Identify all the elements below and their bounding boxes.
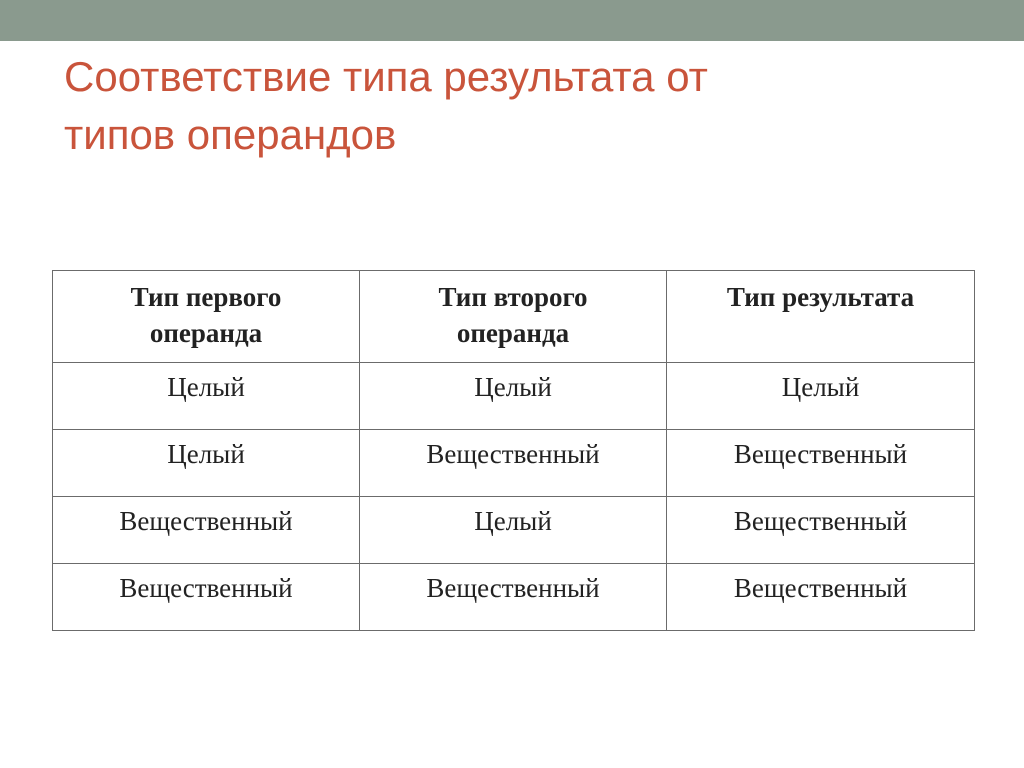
operand-types-table — [52, 270, 975, 631]
table-cell: Вещественный — [53, 564, 360, 631]
table-cell: Целый — [667, 363, 975, 430]
header-second-operand-line-1: Тип второго — [438, 282, 588, 312]
header-second-operand — [360, 271, 667, 363]
table-cell: Целый — [360, 497, 667, 564]
table-cell: Целый — [53, 363, 360, 430]
top-accent-bar — [0, 0, 1024, 41]
header-second-operand-line-2: операнда — [456, 318, 570, 348]
table-cell: Вещественный — [53, 497, 360, 564]
table-cell: Вещественный — [667, 564, 975, 631]
header-first-operand — [53, 271, 360, 363]
table-cell: Целый — [360, 363, 667, 430]
table-row — [53, 564, 975, 631]
table-row — [53, 363, 975, 430]
slide-title-line-2: типов операндов — [64, 111, 397, 158]
table-row — [53, 430, 975, 497]
slide-title-line-1: Соответствие типа результата от — [64, 53, 708, 100]
table-cell: Вещественный — [360, 564, 667, 631]
header-result-type — [667, 271, 975, 363]
table-row — [53, 497, 975, 564]
table-cell: Вещественный — [667, 497, 975, 564]
table-cell: Вещественный — [360, 430, 667, 497]
header-result-type-line-1: Тип результата — [726, 282, 915, 312]
header-first-operand-line-1: Тип первого — [130, 282, 282, 312]
slide-title — [64, 48, 964, 164]
table-header-row — [53, 271, 975, 363]
table-cell: Вещественный — [667, 430, 975, 497]
table-cell: Целый — [53, 430, 360, 497]
header-first-operand-line-2: операнда — [149, 318, 263, 348]
